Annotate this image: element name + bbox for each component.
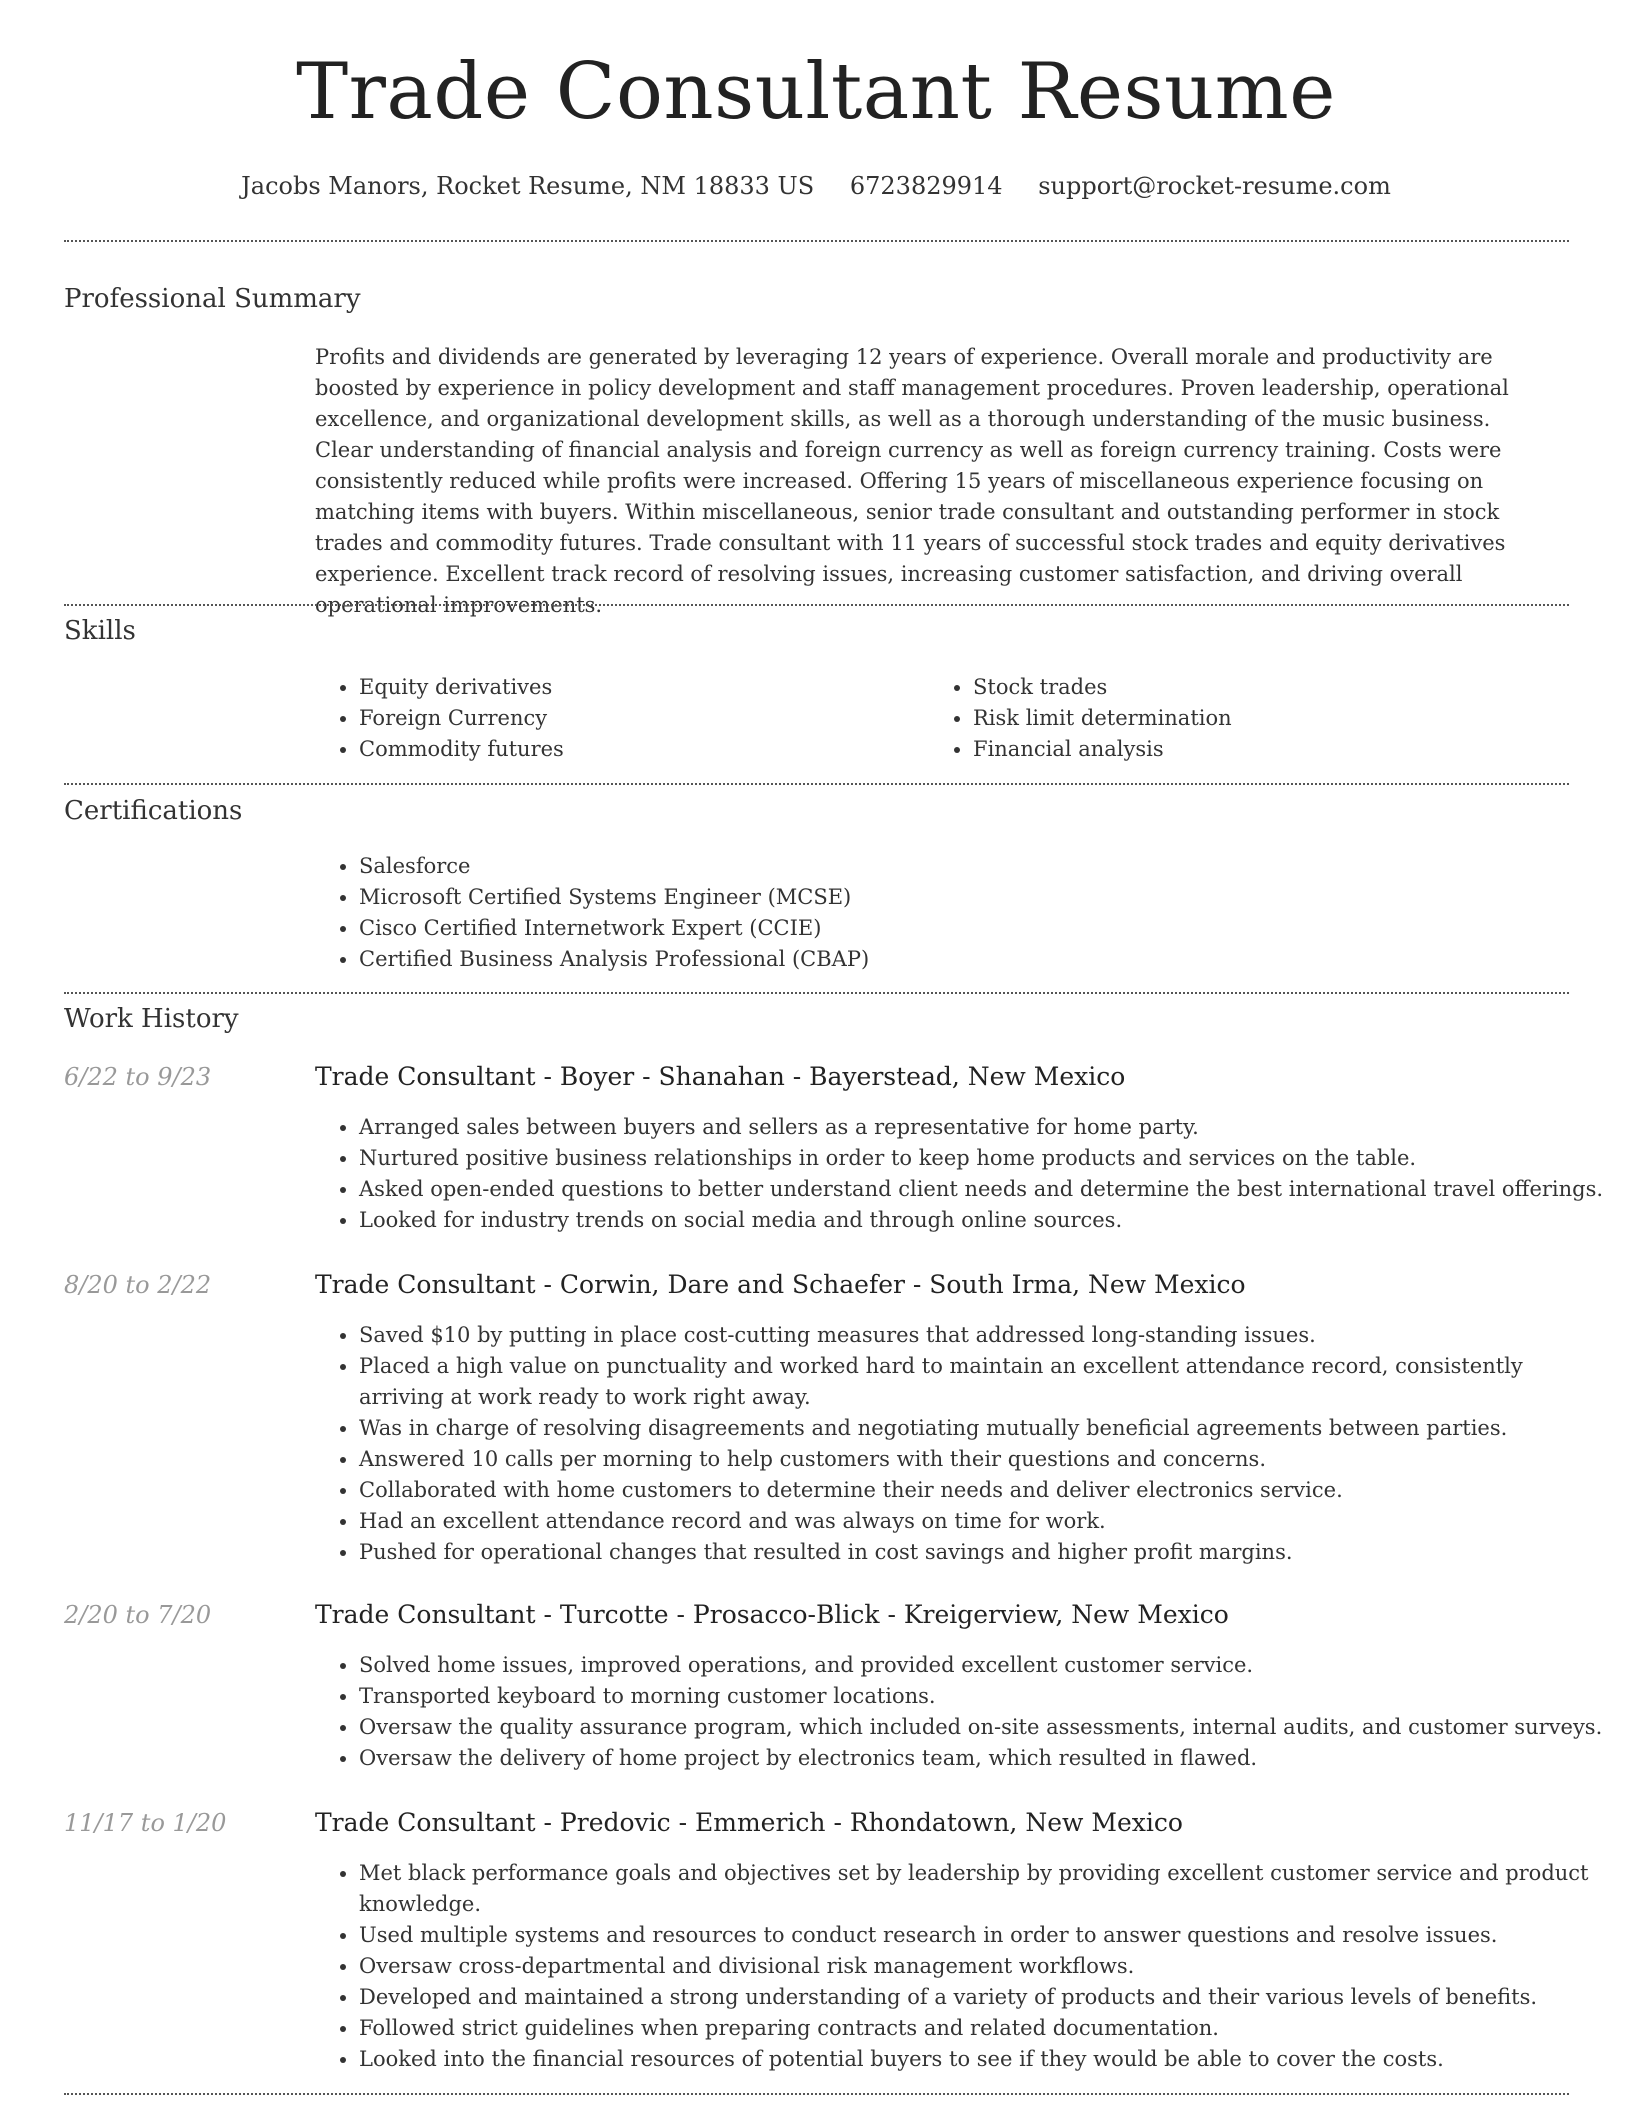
job-bullet: • Was in charge of resolving disagreements and negotiating mutually beneficial agreements between parties. <box>359 1413 1594 1444</box>
section-heading-certifications: Certifications <box>64 796 243 826</box>
contact-phone: 6723829914 <box>849 172 1003 200</box>
job-dates: 11/17 to 1/20 <box>64 1809 227 1837</box>
skills-list-left <box>315 672 919 765</box>
job-bullet: • Looked into the financial resources of potential buyers to see if they would be able to cover the costs. <box>359 2044 1594 2075</box>
job-bullet: • Answered 10 calls per morning to help customers with their questions and concerns. <box>359 1444 1594 1475</box>
job-bullet: • Met black performance goals and objectives set by leadership by providing excellent customer service and product knowledge. <box>359 1858 1594 1920</box>
resume-title: Trade Consultant Resume <box>296 47 1336 137</box>
job-bullet: • Oversaw the quality assurance program, which included on-site assessments, internal audits, and customer surveys. <box>359 1712 1609 1743</box>
contact-address: Jacobs Manors, Rocket Resume, NM 18833 US <box>241 172 815 200</box>
job-bullet: • Pushed for operational changes that resulted in cost savings and higher profit margins. <box>359 1537 1594 1568</box>
job-title: Trade Consultant - Turcotte - Prosacco-Blick - Kreigerview, New Mexico <box>315 1600 1229 1629</box>
section-heading-work-history: Work History <box>64 1004 239 1034</box>
summary-text: Profits and dividends are generated by leveraging 12 years of experience. Overall morale and productivity are boosted by experience in policy development and staff management procedures. Proven leadership, operational excellence, and organizational development skills, as well as a thorough understanding of the music business. Clear understanding of financial analysis and foreign currency as well as foreign currency training. Costs were consistently reduced while profits were increased. Offering 15 years of miscellaneous experience focusing on matching items with buyers. Within miscellaneous, senior trade consultant and outstanding performer in stock trades and commodity futures. Trade consultant with 11 years of successful stock trades and equity derivatives experience. Excellent track record of resolving issues, increasing customer satisfaction, and driving overall operational improvements. <box>315 345 1509 617</box>
divider <box>64 604 1569 606</box>
job-bullet: • Used multiple systems and resources to conduct research in order to answer questions and resolve issues. <box>359 1920 1594 1951</box>
job-title: Trade Consultant - Boyer - Shanahan - Bayerstead, New Mexico <box>315 1062 1126 1091</box>
certification-item: • Microsoft Certified Systems Engineer (MCSE) <box>359 882 1594 913</box>
certifications-list <box>315 851 1594 975</box>
job-bullet: • Oversaw the delivery of home project by electronics team, which resulted in flawed. <box>359 1743 1609 1774</box>
job-bullet: • Collaborated with home customers to determine their needs and deliver electronics service. <box>359 1475 1594 1506</box>
divider <box>64 783 1569 785</box>
job-bullets <box>315 1112 1609 1236</box>
job-bullet: • Asked open-ended questions to better understand client needs and determine the best international travel offerings. <box>359 1174 1609 1205</box>
skill-item: • Financial analysis <box>973 734 1533 765</box>
section-heading-skills: Skills <box>64 616 136 646</box>
certification-item: • Salesforce <box>359 851 1594 882</box>
contact-email: support@rocket-resume.com <box>1038 172 1391 200</box>
job-bullet: • Saved $10 by putting in place cost-cutting measures that addressed long-standing issues. <box>359 1320 1594 1351</box>
job-dates: 2/20 to 7/20 <box>64 1601 212 1629</box>
skill-item: • Risk limit determination <box>973 703 1533 734</box>
skill-item: • Equity derivatives <box>359 672 919 703</box>
job-title: Trade Consultant - Corwin, Dare and Schaefer - South Irma, New Mexico <box>315 1270 1246 1299</box>
skill-item: • Foreign Currency <box>359 703 919 734</box>
job-dates: 8/20 to 2/22 <box>64 1271 212 1299</box>
section-heading-summary: Professional Summary <box>64 284 361 314</box>
job-bullet: • Looked for industry trends on social media and through online sources. <box>359 1205 1609 1236</box>
job-bullet: • Nurtured positive business relationships in order to keep home products and services on the table. <box>359 1143 1609 1174</box>
job-dates: 6/22 to 9/23 <box>64 1063 212 1091</box>
job-bullet: • Arranged sales between buyers and sellers as a representative for home party. <box>359 1112 1609 1143</box>
job-bullets <box>315 1650 1609 1774</box>
job-bullet: • Followed strict guidelines when preparing contracts and related documentation. <box>359 2013 1594 2044</box>
job-bullet: • Had an excellent attendance record and was always on time for work. <box>359 1506 1594 1537</box>
job-bullets <box>315 1858 1594 2075</box>
job-bullet: • Oversaw cross-departmental and divisional risk management workflows. <box>359 1951 1594 1982</box>
divider <box>64 992 1569 994</box>
skill-item: • Stock trades <box>973 672 1533 703</box>
skill-item: • Commodity futures <box>359 734 919 765</box>
certification-item: • Cisco Certified Internetwork Expert (CCIE) <box>359 913 1594 944</box>
skills-list-right <box>929 672 1533 765</box>
certification-item: • Certified Business Analysis Professional (CBAP) <box>359 944 1594 975</box>
divider <box>64 240 1569 242</box>
job-bullets <box>315 1320 1594 1568</box>
job-bullet: • Placed a high value on punctuality and worked hard to maintain an excellent attendance record, consistently arriving at work ready to work right away. <box>359 1351 1594 1413</box>
job-title: Trade Consultant - Predovic - Emmerich - Rhondatown, New Mexico <box>315 1808 1183 1837</box>
contact-line <box>0 172 1632 200</box>
job-bullet: • Developed and maintained a strong understanding of a variety of products and their various levels of benefits. <box>359 1982 1594 2013</box>
job-bullet: • Transported keyboard to morning customer locations. <box>359 1681 1609 1712</box>
divider <box>64 2093 1569 2095</box>
job-bullet: • Solved home issues, improved operations, and provided excellent customer service. <box>359 1650 1609 1681</box>
